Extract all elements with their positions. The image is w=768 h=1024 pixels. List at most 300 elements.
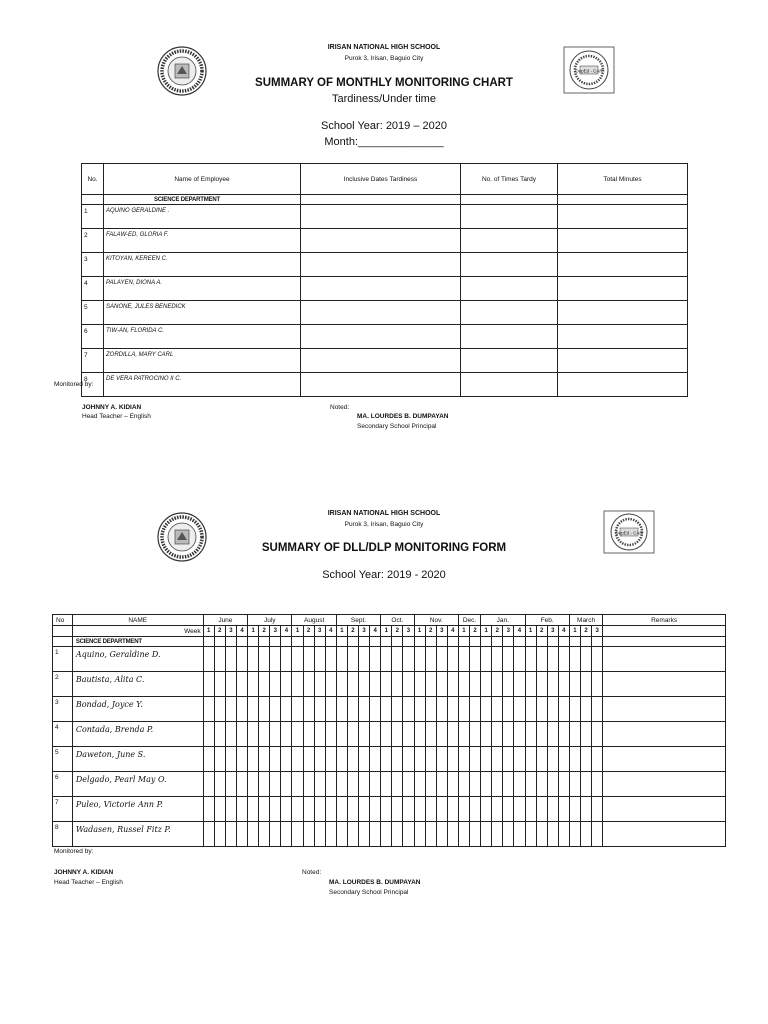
table-row [53, 647, 726, 672]
teacher-name: Wadasen, Russel Fitz P. [72, 822, 203, 847]
week-cell [403, 722, 414, 747]
head-teacher-title: Head Teacher – English [82, 413, 151, 420]
noted-label: Noted: [330, 404, 350, 411]
week-cell [347, 697, 358, 722]
remarks-cell [603, 747, 726, 772]
week-cell [281, 772, 292, 797]
week-cell [314, 747, 325, 772]
table-header-row [82, 164, 688, 195]
week-cell [547, 672, 558, 697]
week-cell [436, 797, 447, 822]
week-cell [214, 672, 225, 697]
table-row [82, 301, 688, 325]
head-teacher-name: JOHNNY A. KIDIAN [82, 404, 142, 411]
week-cell [292, 722, 303, 747]
week-cell [270, 697, 281, 722]
week-cell [325, 672, 336, 697]
week-cell [569, 647, 580, 672]
week-cell [558, 722, 569, 747]
week-cell [447, 672, 458, 697]
week-cell [514, 722, 525, 747]
week-cell [259, 772, 270, 797]
week-number: 1 [336, 626, 347, 637]
teacher-name: Daweton, June S. [72, 747, 203, 772]
month-header-row [53, 615, 726, 626]
week-cell [581, 722, 592, 747]
week-cell [381, 747, 392, 772]
week-cell [325, 772, 336, 797]
week-cell [270, 722, 281, 747]
week-cell [347, 672, 358, 697]
week-cell [248, 647, 259, 672]
week-cell [592, 822, 603, 847]
week-cell [481, 647, 492, 672]
week-cell [325, 747, 336, 772]
week-header-row [53, 626, 726, 637]
week-cell [248, 772, 259, 797]
week-cell [470, 747, 481, 772]
week-cell [359, 672, 370, 697]
week-cell [525, 772, 536, 797]
week-cell [569, 722, 580, 747]
week-cell [470, 672, 481, 697]
form-title: SUMMARY OF DLL/DLP MONITORING FORM [261, 542, 507, 554]
month-header: March [569, 615, 602, 626]
employee-name: SANONE, JULES BENEDICK [104, 301, 301, 325]
week-cell [347, 822, 358, 847]
week-cell [314, 772, 325, 797]
week-cell [569, 772, 580, 797]
week-cell [203, 772, 214, 797]
week-cell [581, 647, 592, 672]
week-cell [370, 672, 381, 697]
week-cell [492, 672, 503, 697]
month-header: July [248, 615, 292, 626]
week-cell [259, 747, 270, 772]
week-cell [536, 697, 547, 722]
week-cell [592, 772, 603, 797]
principal-title: Secondary School Principal [357, 423, 437, 430]
week-cell [481, 822, 492, 847]
month-header: Oct. [381, 615, 414, 626]
week-cell [381, 672, 392, 697]
col-remarks-header: Remarks [603, 615, 726, 626]
week-cell [514, 797, 525, 822]
week-cell [447, 647, 458, 672]
week-number: 4 [558, 626, 569, 637]
week-number: 4 [370, 626, 381, 637]
week-cell [214, 772, 225, 797]
row-no: 5 [53, 747, 73, 772]
week-cell [569, 672, 580, 697]
week-cell [403, 772, 414, 797]
week-cell [381, 697, 392, 722]
week-cell [403, 822, 414, 847]
week-cell [303, 772, 314, 797]
week-cell [581, 797, 592, 822]
week-cell [259, 722, 270, 747]
week-cell [203, 747, 214, 772]
week-cell [547, 822, 558, 847]
week-number: 1 [569, 626, 580, 637]
principal-title: Secondary School Principal [329, 889, 409, 896]
month-header: Dec. [458, 615, 480, 626]
week-cell [292, 672, 303, 697]
week-cell [436, 747, 447, 772]
week-cell [592, 747, 603, 772]
table-row [82, 229, 688, 253]
week-cell [414, 772, 425, 797]
table-row [53, 822, 726, 847]
week-number: 3 [403, 626, 414, 637]
week-cell [281, 722, 292, 747]
week-number: 1 [414, 626, 425, 637]
week-label: Week [72, 626, 203, 637]
head-teacher-name: JOHNNY A. KIDIAN [54, 869, 114, 876]
week-cell [547, 647, 558, 672]
week-cell [359, 822, 370, 847]
week-cell [236, 697, 247, 722]
week-cell [314, 722, 325, 747]
week-number: 2 [536, 626, 547, 637]
week-cell [403, 697, 414, 722]
week-cell [470, 797, 481, 822]
week-cell [214, 797, 225, 822]
week-cell [359, 797, 370, 822]
week-cell [225, 797, 236, 822]
week-cell [547, 747, 558, 772]
page-title: SUMMARY OF MONTHLY MONITORING CHART [255, 77, 513, 89]
week-cell [458, 672, 469, 697]
row-no: 5 [82, 301, 104, 325]
week-cell [259, 672, 270, 697]
col-no-header: No. [82, 164, 104, 195]
employee-name: KITOYAN, KEREEN C. [104, 253, 301, 277]
tardiness-table [81, 163, 688, 397]
week-cell [514, 747, 525, 772]
week-cell [336, 647, 347, 672]
department-label: SCIENCE DEPARTMENT [104, 195, 301, 205]
week-cell [470, 647, 481, 672]
week-cell [492, 797, 503, 822]
week-cell [314, 697, 325, 722]
table-row [82, 325, 688, 349]
week-cell [248, 722, 259, 747]
month-header: Nov. [414, 615, 458, 626]
week-cell [270, 822, 281, 847]
col-dates-header: Inclusive Dates Tardiness [301, 164, 461, 195]
col-minutes-header: Total Minutes [558, 164, 688, 195]
week-cell [347, 722, 358, 747]
week-cell [481, 797, 492, 822]
col-no-header: No [53, 615, 73, 626]
row-no: 2 [53, 672, 73, 697]
week-cell [225, 747, 236, 772]
week-cell [514, 697, 525, 722]
week-number: 4 [514, 626, 525, 637]
week-cell [392, 722, 403, 747]
table-row [82, 373, 688, 397]
week-cell [359, 772, 370, 797]
week-cell [569, 797, 580, 822]
week-cell [425, 697, 436, 722]
week-cell [336, 672, 347, 697]
week-number: 1 [203, 626, 214, 637]
week-cell [325, 647, 336, 672]
week-cell [314, 822, 325, 847]
week-cell [225, 772, 236, 797]
week-cell [370, 697, 381, 722]
week-cell [225, 722, 236, 747]
week-cell [525, 722, 536, 747]
week-cell [536, 772, 547, 797]
week-cell [403, 672, 414, 697]
week-cell [259, 697, 270, 722]
week-cell [336, 822, 347, 847]
week-cell [314, 797, 325, 822]
week-cell [569, 747, 580, 772]
week-cell [414, 822, 425, 847]
table-row [53, 722, 726, 747]
week-cell [336, 772, 347, 797]
week-cell [514, 672, 525, 697]
week-cell [470, 697, 481, 722]
week-cell [414, 672, 425, 697]
month-field: Month:______________ [324, 136, 444, 148]
week-number: 2 [392, 626, 403, 637]
week-cell [303, 822, 314, 847]
row-no: 4 [53, 722, 73, 747]
week-cell [370, 647, 381, 672]
week-cell [403, 797, 414, 822]
week-number: 3 [225, 626, 236, 637]
week-cell [503, 747, 514, 772]
week-cell [592, 722, 603, 747]
week-cell [203, 722, 214, 747]
week-cell [303, 797, 314, 822]
week-cell [425, 797, 436, 822]
week-cell [458, 697, 469, 722]
week-cell [370, 822, 381, 847]
monitored-by-label: Monitored by: [54, 381, 94, 388]
week-cell [558, 747, 569, 772]
week-cell [569, 697, 580, 722]
week-cell [403, 647, 414, 672]
week-cell [236, 797, 247, 822]
week-cell [236, 722, 247, 747]
week-cell [436, 647, 447, 672]
table-row [53, 672, 726, 697]
week-cell [558, 697, 569, 722]
week-cell [492, 747, 503, 772]
week-number: 3 [270, 626, 281, 637]
week-cell [336, 747, 347, 772]
week-cell [248, 822, 259, 847]
teacher-name: Bondad, Joyce Y. [72, 697, 203, 722]
table-row [53, 747, 726, 772]
week-number: 1 [481, 626, 492, 637]
week-cell [225, 672, 236, 697]
week-cell [492, 772, 503, 797]
week-cell [392, 647, 403, 672]
week-cell [481, 747, 492, 772]
week-number: 3 [592, 626, 603, 637]
remarks-cell [603, 647, 726, 672]
week-cell [425, 772, 436, 797]
week-cell [547, 722, 558, 747]
week-cell [458, 797, 469, 822]
week-cell [458, 747, 469, 772]
week-cell [225, 697, 236, 722]
week-cell [359, 647, 370, 672]
week-number: 2 [492, 626, 503, 637]
week-cell [525, 647, 536, 672]
week-cell [514, 647, 525, 672]
week-cell [325, 797, 336, 822]
week-cell [414, 747, 425, 772]
week-cell [525, 672, 536, 697]
week-number: 1 [381, 626, 392, 637]
week-cell [292, 822, 303, 847]
week-cell [281, 697, 292, 722]
week-cell [581, 697, 592, 722]
week-cell [447, 697, 458, 722]
week-cell [436, 772, 447, 797]
week-cell [536, 747, 547, 772]
week-cell [592, 647, 603, 672]
week-cell [425, 747, 436, 772]
week-cell [336, 697, 347, 722]
week-number: 2 [470, 626, 481, 637]
week-cell [381, 822, 392, 847]
week-cell [381, 797, 392, 822]
week-cell [458, 822, 469, 847]
week-cell [347, 747, 358, 772]
week-cell [592, 697, 603, 722]
week-cell [425, 722, 436, 747]
week-cell [547, 697, 558, 722]
week-cell [481, 672, 492, 697]
week-cell [436, 822, 447, 847]
week-cell [514, 822, 525, 847]
month-header: Feb. [525, 615, 569, 626]
week-cell [492, 697, 503, 722]
col-name-header: NAME [72, 615, 203, 626]
svg-text:DepEd - CAR: DepEd - CAR [615, 530, 643, 536]
week-cell [525, 797, 536, 822]
teacher-name: Puleo, Victorie Ann P. [72, 797, 203, 822]
week-cell [236, 647, 247, 672]
week-cell [347, 797, 358, 822]
week-number: 3 [503, 626, 514, 637]
row-no: 2 [82, 229, 104, 253]
week-cell [325, 697, 336, 722]
week-cell [558, 672, 569, 697]
week-cell [436, 722, 447, 747]
week-number: 2 [214, 626, 225, 637]
month-header: Sept. [336, 615, 380, 626]
week-cell [392, 697, 403, 722]
week-number: 4 [325, 626, 336, 637]
employee-name: TIW-AN, FLORIDA C. [104, 325, 301, 349]
week-cell [470, 722, 481, 747]
week-cell [248, 672, 259, 697]
row-no: 8 [53, 822, 73, 847]
week-cell [325, 822, 336, 847]
week-cell [481, 772, 492, 797]
week-cell [314, 647, 325, 672]
week-number: 3 [359, 626, 370, 637]
week-number: 2 [581, 626, 592, 637]
week-cell [436, 697, 447, 722]
head-teacher-title: Head Teacher – English [54, 879, 123, 886]
week-cell [359, 697, 370, 722]
week-cell [203, 797, 214, 822]
week-cell [425, 672, 436, 697]
week-cell [270, 797, 281, 822]
row-no: 4 [82, 277, 104, 301]
monitored-by-label: Monitored by: [54, 848, 94, 855]
row-no: 1 [82, 205, 104, 229]
week-cell [214, 647, 225, 672]
week-cell [536, 797, 547, 822]
week-number: 3 [547, 626, 558, 637]
week-cell [236, 672, 247, 697]
week-cell [392, 672, 403, 697]
week-cell [370, 747, 381, 772]
week-number: 1 [458, 626, 469, 637]
week-cell [370, 722, 381, 747]
week-cell [270, 672, 281, 697]
week-cell [203, 647, 214, 672]
week-number: 1 [525, 626, 536, 637]
week-cell [370, 797, 381, 822]
week-cell [281, 797, 292, 822]
week-cell [214, 697, 225, 722]
week-cell [381, 772, 392, 797]
school-year: School Year: 2019 - 2020 [322, 569, 446, 581]
row-no: 6 [82, 325, 104, 349]
week-cell [414, 797, 425, 822]
week-cell [303, 647, 314, 672]
week-cell [492, 722, 503, 747]
table-row [53, 697, 726, 722]
school-name: IRISAN NATIONAL HIGH SCHOOL [327, 44, 441, 51]
table-row [82, 205, 688, 229]
week-cell [492, 647, 503, 672]
week-cell [414, 697, 425, 722]
remarks-cell [603, 822, 726, 847]
row-no: 7 [82, 349, 104, 373]
department-row [82, 195, 688, 205]
table-row [53, 772, 726, 797]
remarks-cell [603, 697, 726, 722]
col-name-header: Name of Employee [104, 164, 301, 195]
noted-label: Noted: [302, 869, 322, 876]
week-cell [281, 747, 292, 772]
week-cell [281, 647, 292, 672]
week-cell [525, 697, 536, 722]
employee-name: AQUINO GERALDINE . [104, 205, 301, 229]
week-cell [492, 822, 503, 847]
week-number: 2 [425, 626, 436, 637]
week-cell [558, 797, 569, 822]
week-cell [270, 647, 281, 672]
week-cell [503, 722, 514, 747]
teacher-name: Contada, Brenda P. [72, 722, 203, 747]
week-cell [259, 647, 270, 672]
week-number: 2 [303, 626, 314, 637]
